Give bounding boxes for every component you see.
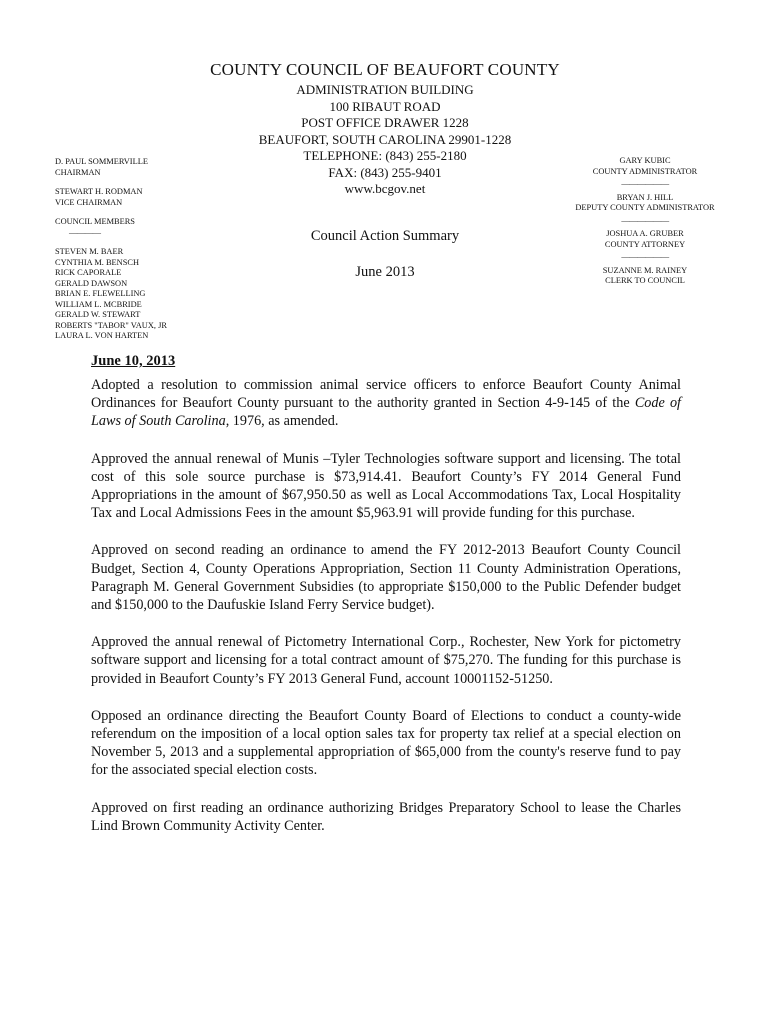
- address-line-city: BEAUFORT, SOUTH CAROLINA 29901-1228: [258, 131, 512, 147]
- member-name: BRIAN E. FLEWELLING: [55, 289, 146, 298]
- address-line-po-box: POST OFFICE DRAWER 1228: [301, 115, 469, 130]
- action-text: Adopted a resolution to commission animal service officers to enforce Beaufort County Animal Ordinances for Beaufort County pursuant to the authority granted in Section 4-9-145 of the: [91, 377, 681, 412]
- vice-chairman-title: VICE CHAIRMAN: [55, 197, 123, 207]
- summary-month: June 2013: [355, 264, 415, 280]
- action-item-pictometry-renewal: Approved the annual renewal of Pictometry International Corp., Rochester, New York for pictometry software support and licensing for a total contract amount of $75,270. The funding for this purchase is provided in Beaufort County’s FY 2013 General Fund, account 10001152-51250.: [91, 634, 681, 687]
- fax: FAX: (843) 255-9401: [328, 164, 442, 180]
- action-item-munis-renewal: Approved the annual renewal of Munis –Tyler Technologies software support and licensing. The total cost of this sole source purchase is $73,914.41. Beaufort County’s FY 2014 General Fund Appropriations in the amount of $67,950.50 as well as Local Accommodations Tax, Local Hospitality Tax and Local Admissions Fees in the amount $5,963.91 will provide funding for this purchase.: [91, 450, 681, 522]
- action-list: [91, 376, 681, 854]
- staff-roster: [560, 156, 730, 289]
- member-name: GERALD DAWSON: [55, 278, 128, 288]
- council-title: COUNTY COUNCIL OF BEAUFORT COUNTY: [210, 60, 560, 79]
- staff-separator: ——————: [621, 252, 669, 261]
- action-item-budget-amendment: Approved on second reading an ordinance to amend the FY 2012-2013 Beaufort County Council Budget, Section 4, County Operations Appropriation, Section 11 County Administration Operations, Paragraph M. General Government Subsidies (to appropriate $150,000 to the Public Defender budget and $150,000 to the Daufuskie Island Ferry Service budget).: [91, 542, 681, 614]
- summary-title: Council Action Summary: [310, 228, 460, 244]
- vice-chairman-name: STEWART H. RODMAN: [55, 187, 143, 196]
- member-name: RICK CAPORALE: [55, 268, 122, 277]
- action-item-bridges-lease: Approved on first reading an ordinance authorizing Bridges Preparatory School to lease the Charles Lind Brown Community Activity Center.: [91, 799, 681, 834]
- member-name: ROBERTS "TABOR" VAUX, JR: [55, 320, 167, 330]
- staff-separator: ——————: [621, 179, 669, 188]
- action-text: , 1976, as amended.: [225, 413, 339, 430]
- member-list: [55, 247, 225, 342]
- address-line-building: ADMINISTRATION BUILDING: [296, 82, 474, 97]
- code-of-laws-citation: Code of Laws of South Carolina: [91, 395, 681, 430]
- member-name: GERALD W. STEWART: [55, 310, 141, 319]
- administrator-name: GARY KUBIC: [619, 156, 671, 165]
- member-name: CYNTHIA M. BENSCH: [55, 257, 139, 267]
- council-roster: [55, 157, 225, 342]
- member-name: WILLIAM L. MCBRIDE: [55, 299, 142, 309]
- meeting-date-heading: June 10, 2013: [91, 353, 176, 369]
- member-name: LAURA L. VON HARTEN: [55, 331, 149, 340]
- deputy-administrator-name: BRYAN J. HILL: [616, 192, 674, 202]
- member-name: STEVEN M. BAER: [55, 247, 124, 256]
- clerk-title: CLERK TO COUNCIL: [605, 276, 685, 285]
- website-link[interactable]: www.bcgov.net: [344, 181, 426, 196]
- address-line-street: 100 RIBAUT ROAD: [329, 98, 441, 114]
- administrator-title: COUNTY ADMINISTRATOR: [592, 166, 698, 176]
- members-separator: ————: [69, 227, 101, 237]
- clerk-name: SUZANNE M. RAINEY: [602, 265, 688, 275]
- attorney-title: COUNTY ATTORNEY: [604, 239, 686, 249]
- action-item-referendum-ordinance: Opposed an ordinance directing the Beaufort County Board of Elections to conduct a county-wide referendum on the imposition of a local option sales tax for property tax relief at a special election on November 5, 2013 and a supplemental appropriation of $65,000 from the county's reserve fund to pay for the associated special election costs.: [91, 707, 681, 779]
- telephone: TELEPHONE: (843) 255-2180: [303, 148, 467, 163]
- attorney-name: JOSHUA A. GRUBER: [606, 229, 684, 238]
- letterhead: [185, 60, 585, 198]
- members-heading: COUNCIL MEMBERS: [55, 217, 135, 226]
- action-item-animal-ordinance: [91, 376, 681, 431]
- chairman-name: D. PAUL SOMMERVILLE: [55, 157, 148, 166]
- staff-separator: ——————: [621, 215, 669, 225]
- deputy-administrator-title: DEPUTY COUNTY ADMINISTRATOR: [575, 203, 715, 212]
- chairman-title: CHAIRMAN: [55, 167, 101, 177]
